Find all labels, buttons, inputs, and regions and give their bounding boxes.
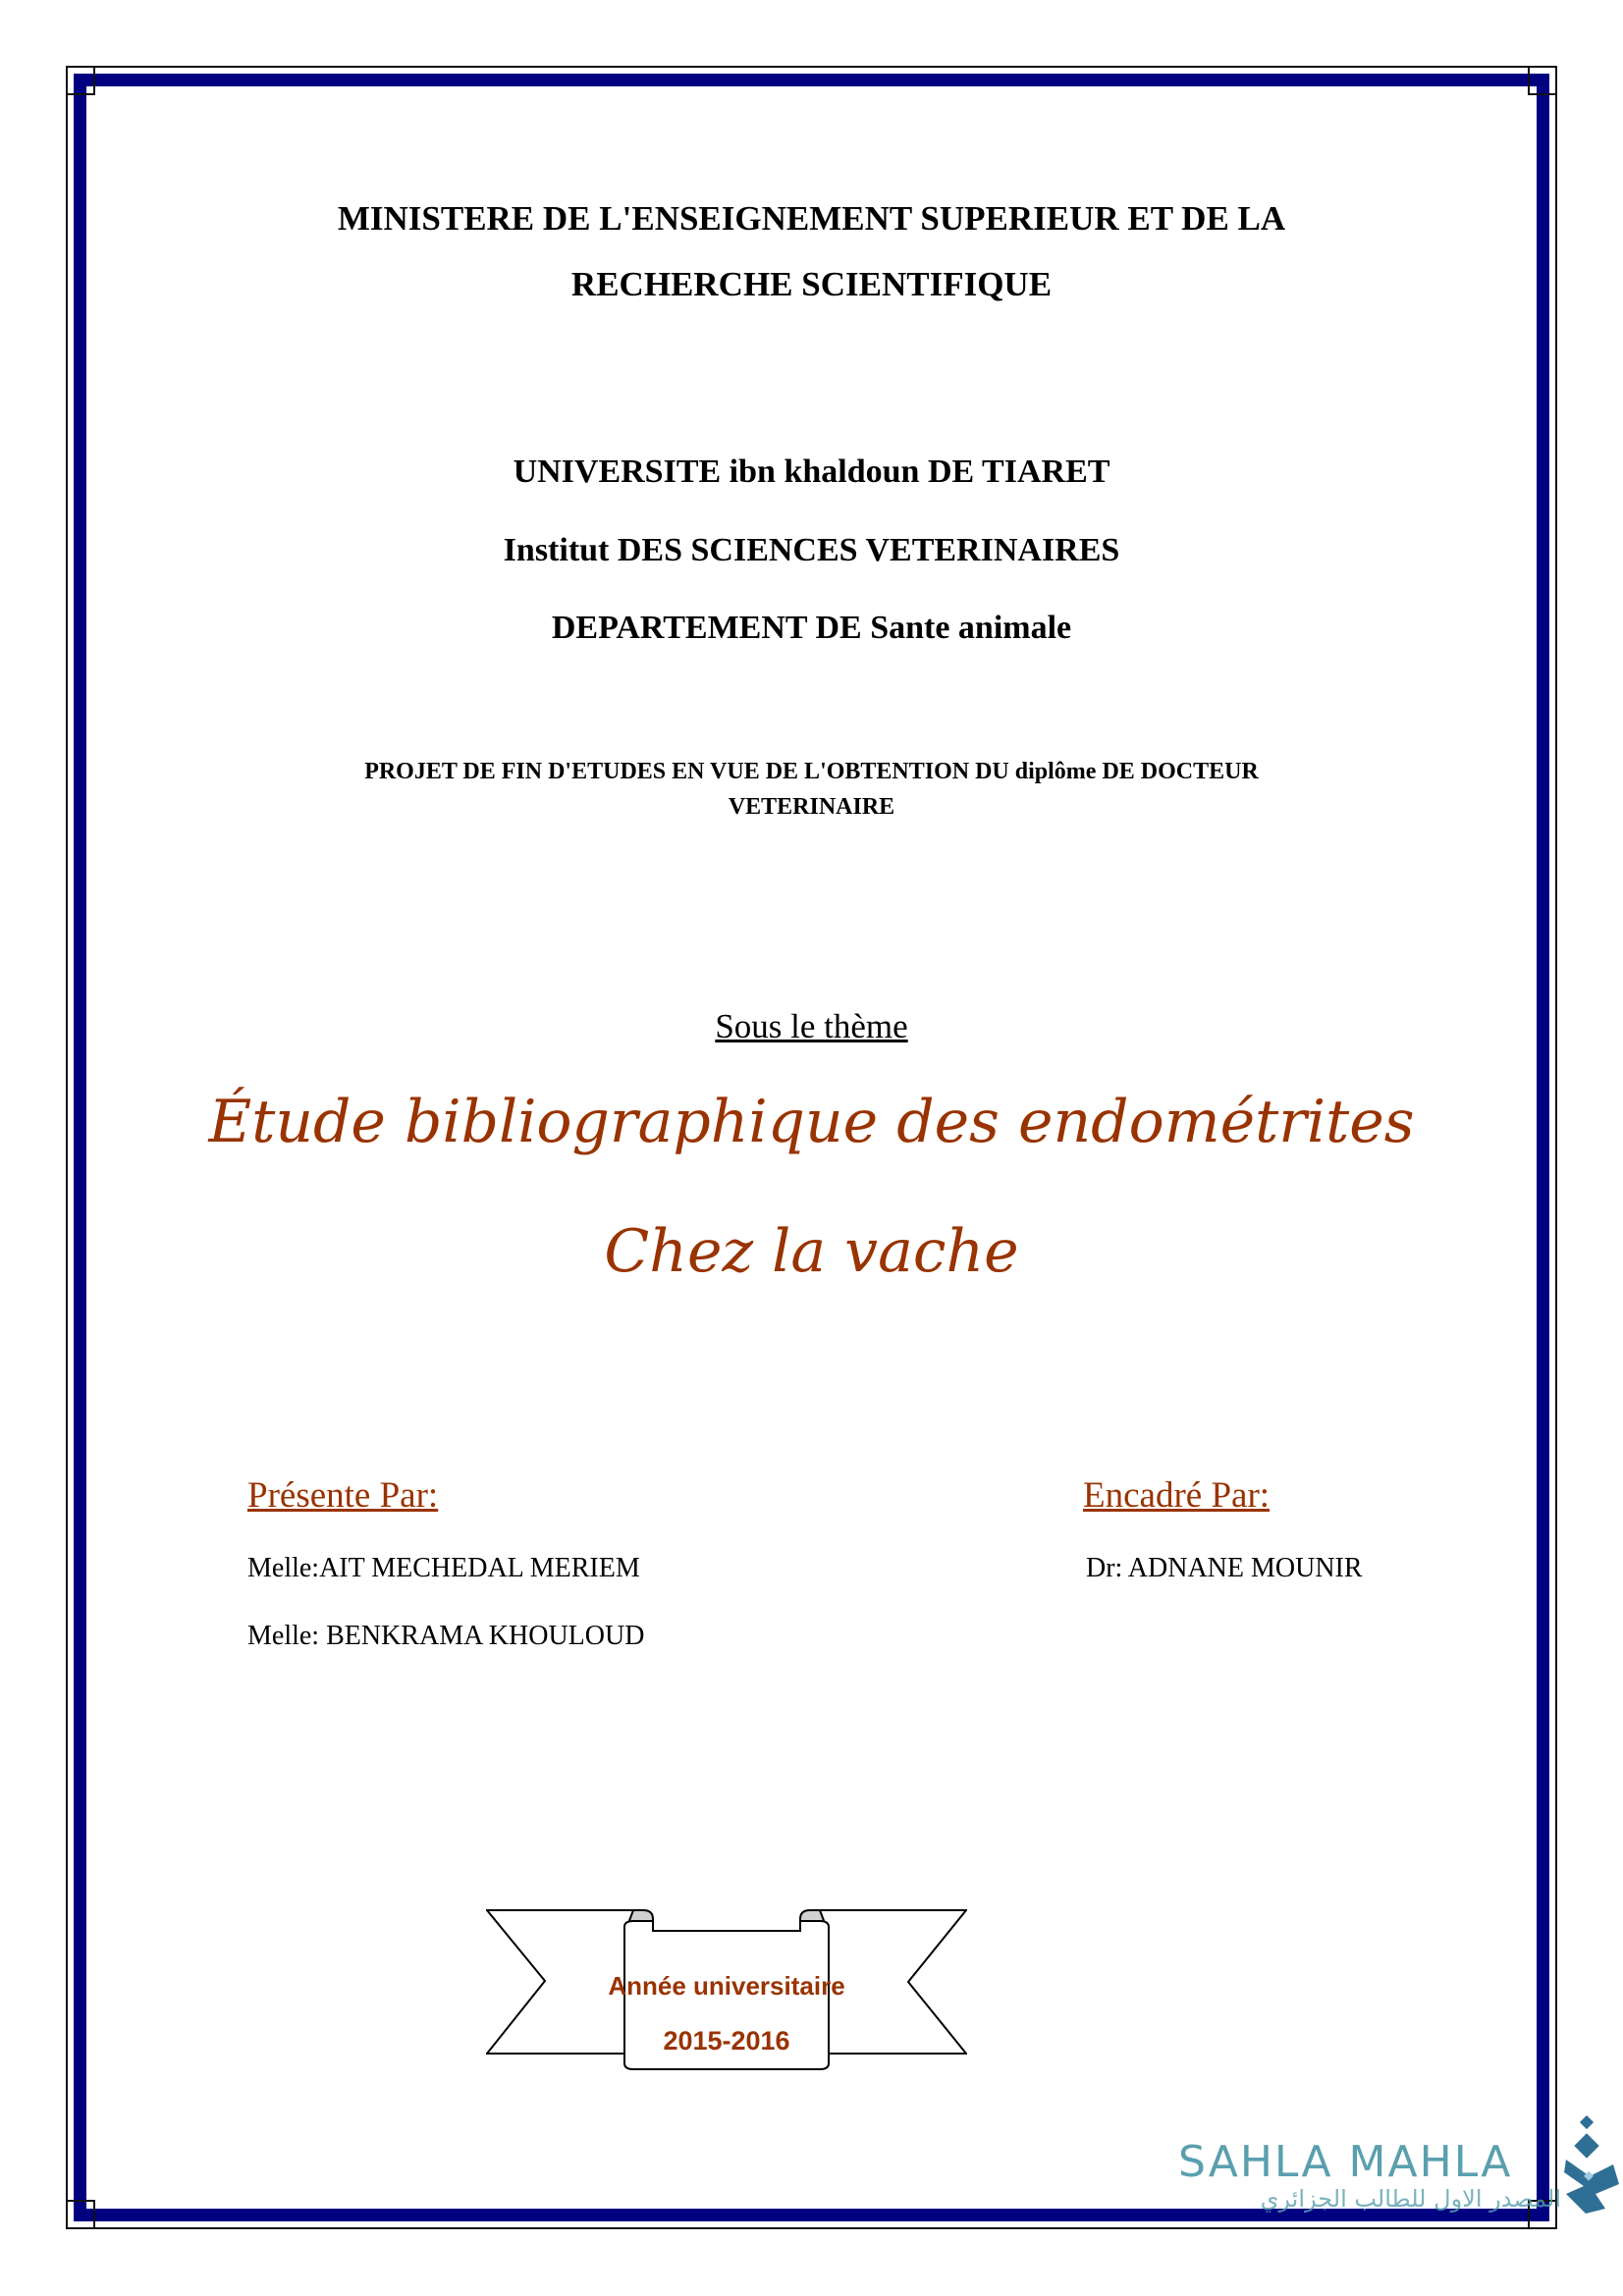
institute-name: Institut DES SCIENCES VETERINAIRES xyxy=(503,532,1120,568)
university-name: UNIVERSITE ibn khaldoun DE TIARET xyxy=(513,454,1110,490)
department-name: DEPARTEMENT DE Sante animale xyxy=(551,610,1072,646)
watermark-brand: SAHLA MAHLA xyxy=(1178,2137,1513,2187)
watermark-tagline: المصدر الاول للطالب الجزائري xyxy=(1260,2185,1561,2213)
ministry-line-2: RECHERCHE SCIENTIFIQUE xyxy=(570,265,1053,303)
watermark-logo-icon xyxy=(1556,2115,1623,2218)
ministry-line-1: MINISTERE DE L'ENSEIGNEMENT SUPERIEUR ET DE LA xyxy=(337,199,1286,238)
supervisor-name: Dr: ADNANE MOUNIR xyxy=(1086,1553,1363,1583)
student-name: Melle: BENKRAMA KHOULOUD xyxy=(247,1621,645,1651)
project-line-1: PROJET DE FIN D'ETUDES EN VUE DE L'OBTENTION DU diplôme DE DOCTEUR xyxy=(364,759,1259,784)
border-corner-ornament xyxy=(66,2200,95,2229)
supervised-by-label: Encadré Par: xyxy=(1083,1475,1271,1516)
thesis-title-line-2: Chez la vache xyxy=(604,1217,1019,1286)
academic-year-label: Année universitaire xyxy=(608,1971,845,2001)
academic-year-value: 2015-2016 xyxy=(663,2026,790,2056)
academic-year-ribbon xyxy=(486,1909,967,2086)
project-line-2: VETERINAIRE xyxy=(728,794,895,820)
thesis-title-line-1: Étude bibliographique des endométrites xyxy=(208,1088,1415,1156)
student-name: Melle:AIT MECHEDAL MERIEM xyxy=(247,1553,640,1583)
presented-by-label: Présente Par: xyxy=(247,1475,439,1516)
theme-label: Sous le thème xyxy=(715,1007,908,1045)
border-corner-ornament xyxy=(66,66,95,95)
border-corner-ornament xyxy=(1528,66,1557,95)
